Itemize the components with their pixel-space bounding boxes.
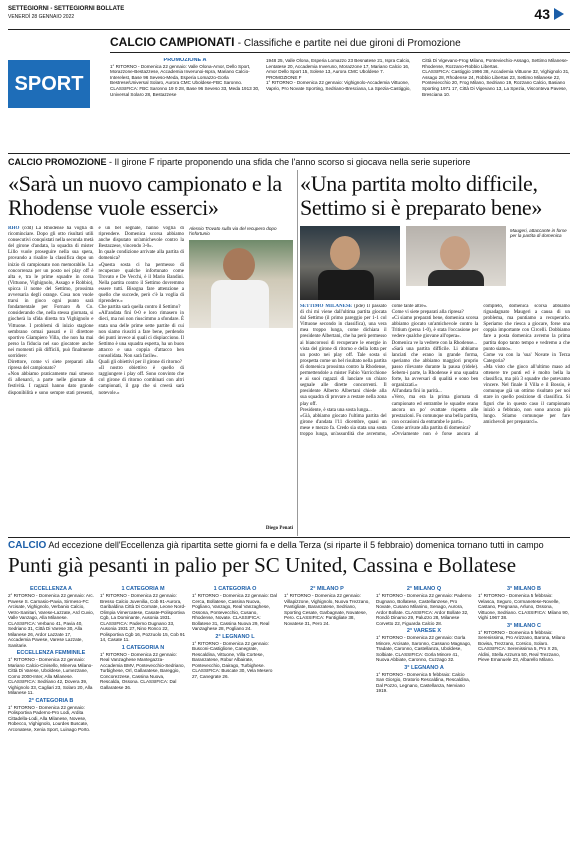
result-text: 1° RITORNO - Domenica 5 febbraio: Serenissima, Pro Arizzano, Barona, Milano Bovisa, Trezzano, Corsico, Solaro. CLASSIFICA: Serenissima 5, Pro X 25, Aldini, Stella Azzurra 50, Real Trezzano, Pieve Emanuele 23, Albarello Milano. xyxy=(478,629,566,662)
promozione-a-box xyxy=(110,58,260,152)
maugeri-2-shirt xyxy=(428,270,484,286)
player-photo xyxy=(189,240,293,328)
result-heading: 3° LEGNANO A xyxy=(404,664,444,671)
results-column-6 xyxy=(478,584,570,839)
left-story-byline: RHO xyxy=(8,226,20,231)
promo-strip xyxy=(8,157,570,167)
section-subtitle: - Classifiche e partite nei due gironi di Promozione xyxy=(237,38,461,49)
right-story-text: (pde) Il passato di chi mi viene dall'ultima partita giocata dal Settimo (il primo pareggio per 1-1 col Vittuone secondo in classifica), una vera mea troppo lunga, come dichiara il presidente Albertani, che ha però permesso ai biancorossi di recuperare le energie in vista del girone di ritorno e della lotta per un posto nei play off. Tale sosta si prospetta come un bel risultato nella partita di domenica prossima contro la Rhodense, permettendole a mister Fabio Varricchione e ai suoi ragazzi di lanciare un chiaro segnale alle dirette concorrenti. Il presidente Alberto Albertani chiede alla sua squadra di provare a restare nella zona play off. Presidente, è stata una sosta lunga... «Già, abbiamo giocato l'ultima partita del girone d'andata l'11 dicembre, quasi un mese e mezzo fa. Credo sia stata una sosta troppo lunga, un'assurdità che avremmo, come tante altre». Come vi siete preparati alla ripresa? «Ci siamo preparati bene, domenica scorsa abbiamo giocato un'amichevole contro la Tritium (persa 1-0), è stata l'occasione per vedere qualche giovane all'opera». Domenica ve la vedrete con la Rhodense... «Sarà una partita difficile. Li abbiamo lanciati che erano in grande forma, speriamo che abbiamo maggiori proprio passo rilevante durante la pausa (ridele). Sebem-i parte, la Rhodense è una squadra forte, ha avversari di qualità e sono ben organizzati.» All'andata finì in parità... «Vero, ma era la prima giornata di campionato ed entrambe le squadre erano ancora un po' ovattate rispetto alle prestazioni. Fu comunque una bella partita, con occasioni da entrambe le parti». Come arrivate alla partita di domenica? «Ovviamente non è forse ancora al completo, domenica scorsa abbiamo riguadagnato Maugeri a causa di un problema, ma puntiamo a recuperarlo. Speriamo che riesca a giocare, forse una coppia importante con Circelli. Dobbiamo fare a posta domenica avremo la prima partita dopo tanto tempo e vedremo a che punto siamo». Come va con la 'sua' Novate in Terza Categoria? «Ma visto che gioco all'ultimo maso ad ottenere tre punti ed è molto bella la classifica, ma più 3 squadre che potevamo vincere. Nel finale il Villa e il Bossio, è comunque già un ottimo risultato per noi stare in quello posizione di classifica. Si figuri che in questo caso il campionato iniziò a febbraio, non sono ancora più lungo. Stiamo comunque per fare amichevoli per prepararci». xyxy=(300,304,570,437)
result-heading: 2° MILANO Q xyxy=(406,586,442,592)
promozione-f-box: 1948 25, Valle Olona, Esperia Lomazzo 23 Besnatese 21, Ispra Calcio, Lentatese 20, Accademia Inveruno, Morazzone 17, Mariano Calcio 16, Amor Dello Sport 15, Solese 13, Aurora CMC Uboldese 7. PROMOZIONE F 1° RITORNO - Domenica 22 gennaio: Vighignolo-Accademia Vittuone, Vaprio, Pro Novate Sporting, Sedriano-Bresciana, La Spezia-Castiggio, xyxy=(266,58,411,91)
player-head xyxy=(223,248,255,282)
section-title xyxy=(110,35,461,49)
result-heading: 1 CATEGORIA N xyxy=(121,644,165,651)
maugeri-2-head xyxy=(440,236,470,270)
right-story-headline: «Una partita molto difficile, Settimo si è preparato bene» xyxy=(300,171,543,220)
result-text: 1° RITORNO - Domenica 22 gennaio: Dal Cerca, Bollatese, Cassina Nuova, Pogliano, Vanzago, Real Vanzaghese, Ossona, Pontevecchio, Cusano, Rhodense, Novate. CLASSIFICA: Bollatese 31, Cassina Nuova 29, Real Vanzaghese 28, Pogliano 24. xyxy=(192,593,277,631)
left-story-photo-column xyxy=(189,226,295,534)
left-story-headline: «Sarà un nuovo campionato e la Rhodense vuole esserci» xyxy=(8,171,282,220)
title-underline xyxy=(110,52,570,53)
publication-name: SETTEGIORNI - SETTEGIORNI BOLLATE xyxy=(8,6,125,12)
result-heading: 1 CATEGORIA M xyxy=(121,586,165,592)
results-column-4 xyxy=(284,584,370,839)
maugeri-photo xyxy=(300,226,400,300)
result-text: 1° RITORNO - Domenica 22 gennaio: Real Vanzaghese Mantegazza-Accademia BMV, Pontevecchio-Sedriano, Turbighese, Orl, Gallaratese, Bareggio, Concorezzese, Cassina Nuova, Rescalda, Ossona. CLASSIFICA: Dal Gallaratese 36. xyxy=(100,651,185,690)
result-heading: ECCELLENZA A xyxy=(29,586,73,592)
maugeri-photo-2 xyxy=(406,226,506,286)
results-column-1 xyxy=(8,584,94,839)
calcio-divider xyxy=(8,537,570,538)
calcio-strip-text: Ad eccezione dell'Eccellenza già ripartita sette giorni fa e della Terza (si riparte il 5 febbraio) domenica tornano tutti in campo xyxy=(48,540,544,550)
story-separator xyxy=(297,170,298,536)
result-heading: ECCELLENZA FEMMINILE xyxy=(16,650,86,656)
promo-strip-text: - Il girone F riparte proponendo una sfida che l'anno scorso si giocava nella serie superiore xyxy=(109,157,471,167)
left-story-body xyxy=(8,226,184,534)
player-shirt xyxy=(211,280,269,328)
header-divider xyxy=(8,29,570,30)
promo-divider xyxy=(8,153,570,154)
result-text: 1° RITORNO - Domenica 22 gennaio: Polisportiva Paderno-Pro Lodi, Ardita Cittadella-Lodi, Alla Milanese, Novese, Robecco, Vighignolo, Lourdes Buscate, Arconatese, Xenia Sport, Luinago Porto. xyxy=(8,704,91,732)
result-text: 1° RITORNO - Domenica 22 gennaio: Paderno Dugnano, Bollatese, Castellanzese, Pro Novate, Cusano Milanino, Senago, Aurora, Ardor Bollate. CLASSIFICA: Ardor Bollate 32, Rondò Dinamo 29, Paluzzo 28, Milanese Corvetto 22, Figuarda Calcio 28. xyxy=(376,593,472,626)
result-text: 1° RITORNO - Domenica 22 gennaio: Gorla Minore, Arcisate, Saronno, Cassano Magnago, Tradate, Caronno, Castellanza, Uboldese, Solbiate. CLASSIFICA: Gorla Minore 41, Nuova Abbiate, Caronno, Cuzzago 32. xyxy=(376,635,472,662)
promozione-a-text: 1° RITORNO - Domenica 22 gennaio: Valle Olona-Amor, Dello Sport, Morazzone-Bestazzese, Accademia Inverunoi-Ispra, Mariano Calcio-Interelest, Base 96 Seveso-Meda, Esperia Lomazzo-Gorla Bestrese/Universal Solaro, Aurora CMC Uboldese-FBC Saronno. CLASSIFICA: FBC Saronno 19 0 28, Base 96 Seveso 33, Meda 1913 30, Universal Solaro 28, Bestazzese xyxy=(110,63,260,97)
result-text: 1° RITORNO - Domenica 22 gennaio: Mariano Calcio-Cinisello, Minerva Milano-Città Di Varese, Uboldese, Lumezzane, Como 2000-Inter, Alla Milanese. CLASSIFICA: Sedriano 42, Dovera 39, Vighignolo 33, Cagliari 23, Solaro 20, Alla Milanese 11. xyxy=(8,657,93,695)
calcio-strip-label: CALCIO xyxy=(8,540,47,551)
result-text: 1° RITORNO - Domenica 22 gennaio: Villapizzone, Vighignolo, Nuova Trezzano, Pantigliate, Baranzatese, Sedriano, Sporting Cesate, Garbagnate, Novatese, Pero. CLASSIFICA: Pantigliate 38, Novatese 31, Pero 24. xyxy=(284,593,370,626)
page-arrow-icon xyxy=(554,8,564,20)
page-number: 43 xyxy=(534,6,550,22)
promo-strip-label: CALCIO PROMOZIONE xyxy=(8,157,107,167)
masthead xyxy=(8,6,568,28)
result-heading: 3° MILANO B xyxy=(507,586,541,592)
result-heading: 2° MILANO P xyxy=(310,586,344,592)
publication-date: VENERDÌ 28 GENNAIO 2022 xyxy=(8,14,75,20)
result-text: 1° RITORNO - Domenica 5 febbraio: Velasca, Seguro, Cormanetese-Novelle, Castano, Pregnana, Arluno, Ossona, Vittuone, Sedriano. CLASSIFICA: Milano 90, Vighi 1967 38. xyxy=(478,593,569,620)
promozione-a-heading: PROMOZIONE A xyxy=(163,58,207,63)
promozione-f-standings: Città Di Vigevano-Frog Milano, Ponteviechio-Assago, Settimo Milanese-Rhodense, Rozzano-Robbio Libertas. CLASSIFICA: Castiggio 1996 38, Accademia Vittuone 32, Vighignolo 31, Assago 28, Rhodense 24, Robbio Libertas 23, Settimo Milanese 22, Ponteviecchio 20, Frog Milano, Sedriano 19, Rozzano Calcio, Basiano Sporting 1971 17, Città Di Vigevano 13, La Spezia, Visconteva Pavese, Bresciana 10. xyxy=(422,58,570,97)
result-heading: 2° LEGNANO L xyxy=(215,633,255,640)
section-title-main: CALCIO CAMPIONATI xyxy=(110,35,235,49)
right-story-byline: SETTIMO MILANESE xyxy=(300,304,353,309)
result-text: 2° RITORNO - Domenica 22 gennaio: Arc. Pavese S. Carnasio-Pavia, Sirmeso-FC Arcisate, Vighignolo, Verbanio Calcio, Vetro-Sanitari, Varese-Lazzate, Ard Cuvio, Valle Vanzago, Alla Milanese. CLASSIFICA: Verbano 41, Pavia 40, Sedriano 31, Città Di Varese 30, Alla Milanese 26, Ardor Lazzate 17, Accademia Pavese, Varese Lazzate, Sanitarie. xyxy=(8,593,94,648)
results-column-3 xyxy=(192,584,278,839)
result-heading: 2° VARESE X xyxy=(406,628,442,634)
calcio-strip xyxy=(8,540,570,551)
result-text: 1° RITORNO - Domenica 5 febbraio: Calcio San Giorgio, Oratorio Rescaldina, Rescaldina, Dal Pozzo, Legnano, Castellanza, Nerviano 1919. xyxy=(376,671,470,693)
result-text: 1° RITORNO - Domenica 22 gennaio: Bresso Calcio Juvenilia, Cob 91-Aurora, Garibaldina Città Di Cornate, Leone Nord-Olimpia Vimercatese, Casate-Polisportiva Cgb, La Dominante, Ausonia 1931. CLASSIFICA: Paderno Dugnano 33, Ausonia 1931 27, Nino Ronco 22, Polisportiva Cgb 16, Pozzuolo 15, Cob 91 14, Casate 11. xyxy=(100,593,186,642)
results-headline: Punti già pesanti in palio per SC United, Cassina e Bollatese xyxy=(8,553,517,577)
result-heading: 1 CATEGORIA O xyxy=(213,586,257,592)
left-story-continuation xyxy=(189,332,293,522)
results-column-5 xyxy=(376,584,472,839)
maugeri-shirt xyxy=(318,270,374,300)
right-photo-caption: Maugeri, attaccante in forse per la partita di domenica xyxy=(510,228,567,239)
results-column-2 xyxy=(100,584,186,839)
left-story-author: Diego Penati xyxy=(265,525,293,531)
maugeri-head xyxy=(330,236,360,270)
sport-section-label: SPORT xyxy=(8,60,90,108)
right-story-body xyxy=(300,304,570,534)
left-photo-caption: Alessio Trovato sulla via del recupero dopo l'infortunio xyxy=(189,226,277,237)
result-heading: 3° MILANO C xyxy=(507,622,541,629)
result-text: 1° RITORNO - Domenica 22 gennaio: Busconi-Castiglione, Canegrate, Rescaldina, Vittuone, Villa Cortese, Baranzatese, Robur Albairate, Pontevecchio, Dairago, Turbighese. CLASSIFICA: Buscate 30, Vela Mesero 27, Canegrate 26. xyxy=(192,640,273,679)
left-story-text: (cdd) La Rhodense ha voglia di ricominciare. Dopo gli otto risultati utili consecutivi conquistati nella seconda metà del girone d'andata, la squadra di mister Lillo vuole proseguire nella sua spera, provando a risalire la classifica dopo un inizio di campionato non memorabile. La concorrenza per un posto nei play off è alta e, tra le prime squadre in corsa (Vittuone, Vighignolo, Assago e Robbio), spicca il nome del Settimo, prossima avversaria degli orange. Cosa non vuole trarsi in gioco ogni punto sarà fondamentale per Fornaro & Co. considerando che, nella stessa giornata, si giocherà la sfida diretta tra Vighignolo e Vittuone. I problemi di inizio stagione sembrano ormai passati e il direttore sportivo Giampiero Villa, che non ha mai perso la fiducia nel suo giocatore anche nei momenti più difficili, può finalmente sorridere: Direttore, come vi siete preparati alla ripresa del campionato? «Non abbiamo praticamente mai smesso di allenarci, a parte nelle giornate di festività. I ragazzi hanno dato grande disponibilità e sono sempre stati presenti, è un bel segnale, hanno voglia di riprendere. Domenica scorsa abbiamo anche disputato un'amichevole contro la Bestazzese, vincendo 3-0». In quale condizione arrivate alla partita di domenica? «Questa sosta ci ha permesso di recuperare qualche infortunato come Trovato e De Vecchi, è il Mario Bandini. Nella partita contro il Settimo dovremmo essere tutti. Bisogna fare attenzione a quello che succede, però c'è la voglia di riprendere.» Che partita sarà quella contro il Settimo? «All'andata finì 0-0 e loro rimasero in dieci, ma noi non riuscimmo a sfondare. È stata una delle prime sette partite di cui non siamo riusciti a fare bene, perdendo dei punti invece ai quali ci dispiacciono. Il Settimo è una squadra esperta, ha un buon attacco e una coppia d'attacco ben consolidata. Non sarà facile». Quali gli obiettivi per il girone di ritorno? «Il nostro obiettivo è quello di raggiungere i play off. Sono convinto che col girone di ritorno combinati con altri campionati, il gap che si creerà sarà notevole.» xyxy=(8,226,184,396)
result-heading: 2° CATEGORIA B xyxy=(28,697,74,704)
